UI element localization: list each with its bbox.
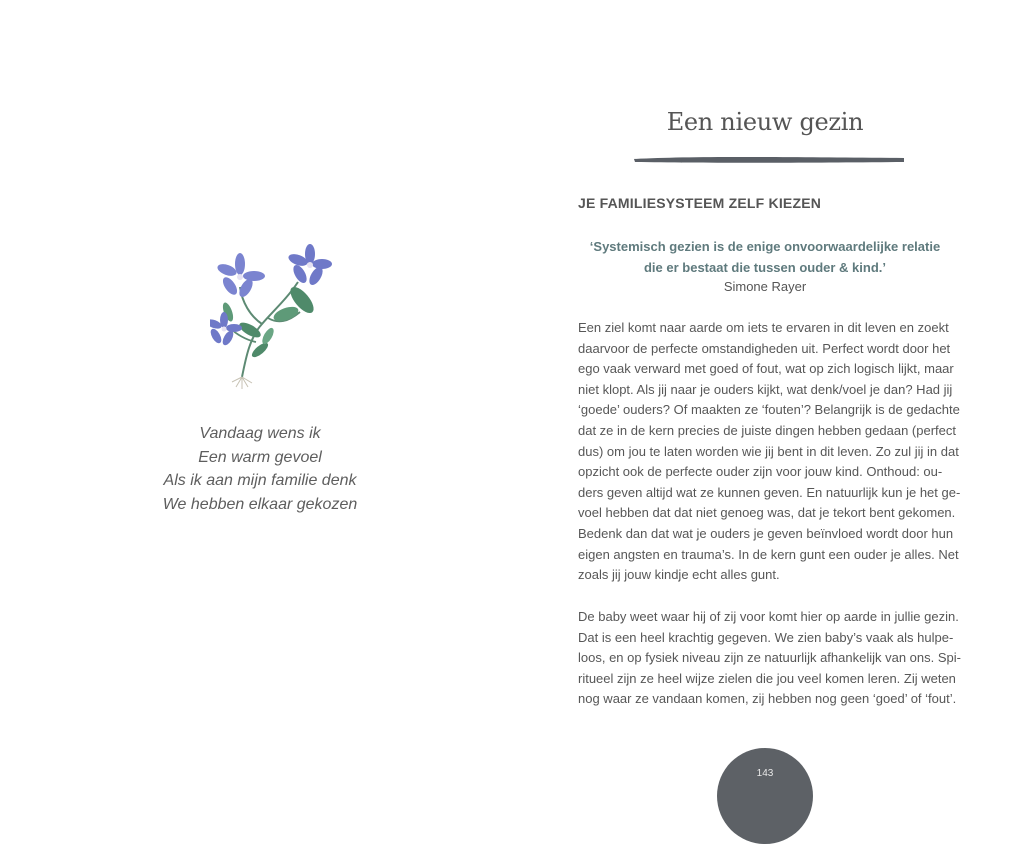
paragraph-line: ritueel zijn ze heel wijze zielen die jou veel komen leren. Zij weten bbox=[578, 670, 956, 686]
section-heading: JE FAMILIESYSTEEM ZELF KIEZEN bbox=[578, 195, 822, 211]
poem bbox=[130, 422, 390, 516]
paragraph-line: Bedenk dan dat wat je ouders je geven beïnvloed wordt door hun bbox=[578, 525, 954, 541]
quote-line-2: die er bestaat die tussen ouder & kind.’ bbox=[643, 260, 886, 275]
quote bbox=[578, 236, 952, 278]
paragraph-line: dat ze in de kern precies de juiste dingen hebben gedaan (perfect bbox=[578, 422, 956, 438]
periwinkle-flower-illustration bbox=[210, 242, 340, 392]
title-brush-underline bbox=[632, 152, 907, 166]
paragraph-line: daarvoor de perfecte omstandigheden uit. Perfect wordt door het bbox=[578, 340, 951, 356]
chapter-title: Een nieuw gezin bbox=[666, 108, 864, 136]
quote-author: Simone Rayer bbox=[723, 279, 807, 294]
quote-line-1: ‘Systemisch gezien is de enige onvoorwaardelijke relatie bbox=[589, 239, 941, 254]
paragraph-line: loos, en op fysiek niveau zijn ze natuurlijk afhankelijk van ons. Spi- bbox=[578, 650, 961, 666]
paragraph-line: zoals jij jouw kindje echt alles gunt. bbox=[578, 567, 780, 583]
left-page bbox=[0, 0, 512, 788]
page-number: 143 bbox=[756, 768, 774, 779]
poem-line-1: Vandaag wens ik bbox=[199, 425, 321, 442]
paragraph-line: dus) om jou te laten worden wie jij bent in dit leven. Zo zul jij in dat bbox=[578, 443, 959, 459]
paragraph-line: voel hebben dat dat niet genoeg was, dat je tekort bent gekomen. bbox=[578, 505, 956, 521]
paragraph-line: ders geven altijd wat ze kunnen geven. En natuurlijk kun je het ge- bbox=[578, 484, 961, 500]
paragraph-line: Een ziel komt naar aarde om iets te ervaren in dit leven en zoekt bbox=[578, 320, 949, 335]
poem-line-2: Een warm gevoel bbox=[198, 448, 322, 466]
paragraph-line: ‘goede’ ouders? Of maakten ze ‘fouten’? Belangrijk is de gedachte bbox=[578, 402, 960, 418]
paragraph-line: niet klopt. Als jij naar je ouders kijkt, wat denk/voel je dan? Had jij bbox=[578, 381, 953, 397]
paragraph-1 bbox=[578, 318, 961, 586]
paragraph-line: nog waar ze vandaan komen, zij hebben nog geen ‘goed’ of ‘fout’. bbox=[578, 691, 957, 707]
paragraph-line: Dat is een heel krachtig gegeven. We zien baby’s vaak als hulpe- bbox=[578, 629, 954, 645]
paragraph-2 bbox=[578, 607, 961, 710]
paragraph-line: ego vaak verward met goed of fout, wat op zich logisch lijkt, maar bbox=[578, 361, 954, 377]
page-number-badge bbox=[717, 748, 813, 844]
paragraph-line: opzicht ook de perfecte ouder zijn voor jouw kind. Onthoud: ou- bbox=[578, 464, 943, 480]
poem-line-3: Als ik aan mijn familie denk bbox=[163, 472, 357, 489]
right-page bbox=[512, 0, 1024, 788]
paragraph-line: De baby weet waar hij of zij voor komt hier op aarde in jullie gezin. bbox=[578, 609, 959, 624]
paragraph-line: eigen angsten en trauma’s. In de kern gunt een ouder je alles. Net bbox=[578, 546, 959, 562]
poem-line-4: We hebben elkaar gekozen bbox=[162, 495, 358, 513]
